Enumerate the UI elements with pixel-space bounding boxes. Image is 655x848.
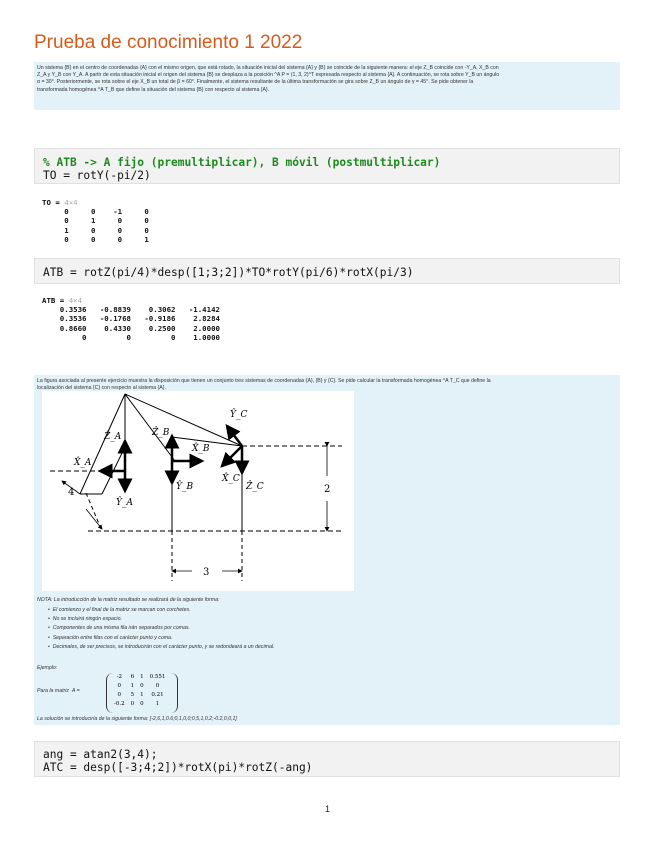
matrix-row: 0.3536 -0.1768 -0.9186 2.8284: [42, 314, 220, 324]
figure-label: Ẑ_C: [246, 482, 264, 492]
matrix-cell: 0.21: [151, 692, 164, 698]
code-block-3[interactable]: [34, 741, 620, 777]
matrix-row: 1 0 0 0: [42, 225, 149, 235]
figure-label: Ẑ_A: [104, 432, 122, 442]
problem-1-line: Z_A y Y_B con Y_A. A partir de esta situación inicial el origen del sistema {B} se desplaza a la posición ^A P = (1, 3, 2)^T expresada respecto al sistema {A}. A continuación, se rota sobre Y_B un ángulo: [37, 72, 500, 79]
dimension-label: 4: [68, 487, 75, 498]
output-dims: 4×4: [68, 296, 83, 305]
matrix-cell: 0: [140, 701, 144, 707]
matrix-cell: 0.551: [149, 674, 166, 680]
matrix-cell: 0: [130, 701, 135, 707]
problem-1-line: α = 30°. Posteriormente, se rota sobre el eje X_B un total de β = 60°. Finalmente, el sistema resultante de la última transformación se gira sobre Z_B un ángulo de γ = 45°. Se pide obtener la: [37, 79, 474, 86]
code-line: ang = atan2(3,4);: [43, 748, 158, 761]
dimension-label: 2: [324, 484, 331, 495]
note-bullet: • El comienzo y el final de la matriz se marcan con corchetes.: [48, 607, 191, 613]
problem-1-line: Un sistema {B} en el centro de coordenadas {A} con el mismo origen, que está rotado, la situación inicial del sistema {A} y {B} se coincide de la siguiente manera: el eje Z_B coincide con -Y_A, X_B con: [37, 65, 499, 71]
matrix-cell: 5: [130, 692, 135, 698]
matrix-row: 0.3536 -0.8839 0.3062 -1.4142: [42, 305, 220, 315]
matrix-row: 0 0 -1 0: [42, 207, 149, 217]
matrix-row: 0 0 0 1.0000: [42, 332, 220, 342]
figure-label: Ŷ_A: [116, 498, 133, 508]
note-title: NOTA: La introducción de la matriz resultado se realizará de la siguiente forma:: [37, 597, 220, 603]
matrix-row: 0.8660 0.4330 0.2500 2.0000: [42, 323, 220, 333]
code-line: ATC = desp([-3;4;2])*rotX(pi)*rotZ(-ang): [43, 761, 313, 774]
matrix-cell: 0: [117, 692, 122, 698]
output-var-name: ATB =: [42, 296, 69, 305]
code-line: ATB = rotZ(pi/4)*desp([1;3;2])*TO*rotY(pi/6)*rotX(pi/3): [43, 266, 414, 279]
figure-label: Ẑ_B: [152, 428, 170, 438]
coordinate-frames-figure: [42, 391, 354, 591]
matrix-cell: 1: [140, 692, 144, 698]
matrix-cell: 0: [140, 683, 144, 689]
matrix-row: 0 0 0 1: [42, 234, 149, 244]
dimension-label: 3: [203, 567, 210, 578]
answer-line: La solución se introduciría de la siguiente forma: [-2,6,1,0.6;0,1,0,0;0,5,1,0.2;-0.2,0,0,1]: [37, 716, 237, 722]
matrix-cell: -0.2: [114, 701, 125, 707]
note-bullet: • No se incluirá ningún espacio.: [48, 616, 122, 623]
page-title: Prueba de conocimiento 1 2022: [34, 32, 303, 53]
example-label: Ejemplo:: [37, 665, 58, 671]
figure-label: X̂_A: [74, 458, 92, 468]
figure-label: X̂_C: [222, 474, 240, 484]
figure-label: Ŷ_B: [176, 482, 194, 492]
matrix-cell: -2: [116, 674, 122, 680]
problem-2-line: La figura asociada al presente ejercicio muestra la disposición que tienen un conjunto tres sistemas de coordenadas {A}, {B} y {C}. Se pide calcular la transformada homogénea ^A T_C que define la: [37, 378, 491, 384]
note-bullet: • Separación entre filas con el carácter punto y coma.: [48, 634, 173, 641]
matrix-label: Para la matriz A =: [37, 688, 80, 694]
output-ATB: [42, 296, 220, 342]
matrix-cell: 1: [140, 674, 144, 680]
output-TO: [42, 198, 149, 244]
figure-label: Ŷ_C: [230, 410, 248, 420]
example-matrix: [106, 673, 178, 713]
problem-2-box: [34, 375, 620, 725]
note-bullet: • Componentes de una misma fila irán separados por comas.: [48, 625, 190, 632]
matrix-cell: 6: [130, 674, 135, 680]
code-block-2[interactable]: [34, 258, 620, 284]
problem-2-line: localización del sistema {C} con respecto al sistema {A}.: [37, 385, 166, 392]
matrix-cell: 0: [117, 683, 122, 689]
output-var-name: TO =: [42, 198, 65, 207]
matrix-cell: 0: [155, 683, 160, 689]
code-comment: % ATB -> A fijo (premultiplicar), B móvil (postmultiplicar): [43, 156, 441, 169]
problem-1-box: [34, 62, 620, 110]
matrix-cell: 1: [155, 701, 160, 707]
note-bullet: • Decimales, de ser precisos, se introducirán con el carácter punto, y se redondeará a un decimal.: [48, 643, 275, 650]
page-number: 1: [324, 804, 330, 814]
problem-1-line: transformada homogénea ^A T_B que define la situación del sistema {B} con respecto al sistema {A}.: [37, 86, 270, 93]
code-block-1[interactable]: [34, 148, 620, 184]
figure-label: X̂_B: [192, 444, 210, 454]
output-dims: 4×4: [64, 198, 78, 207]
code-line: TO = rotY(-pi/2): [43, 169, 151, 182]
matrix-row: 0 1 0 0: [42, 216, 149, 226]
matrix-cell: 1: [130, 683, 135, 689]
